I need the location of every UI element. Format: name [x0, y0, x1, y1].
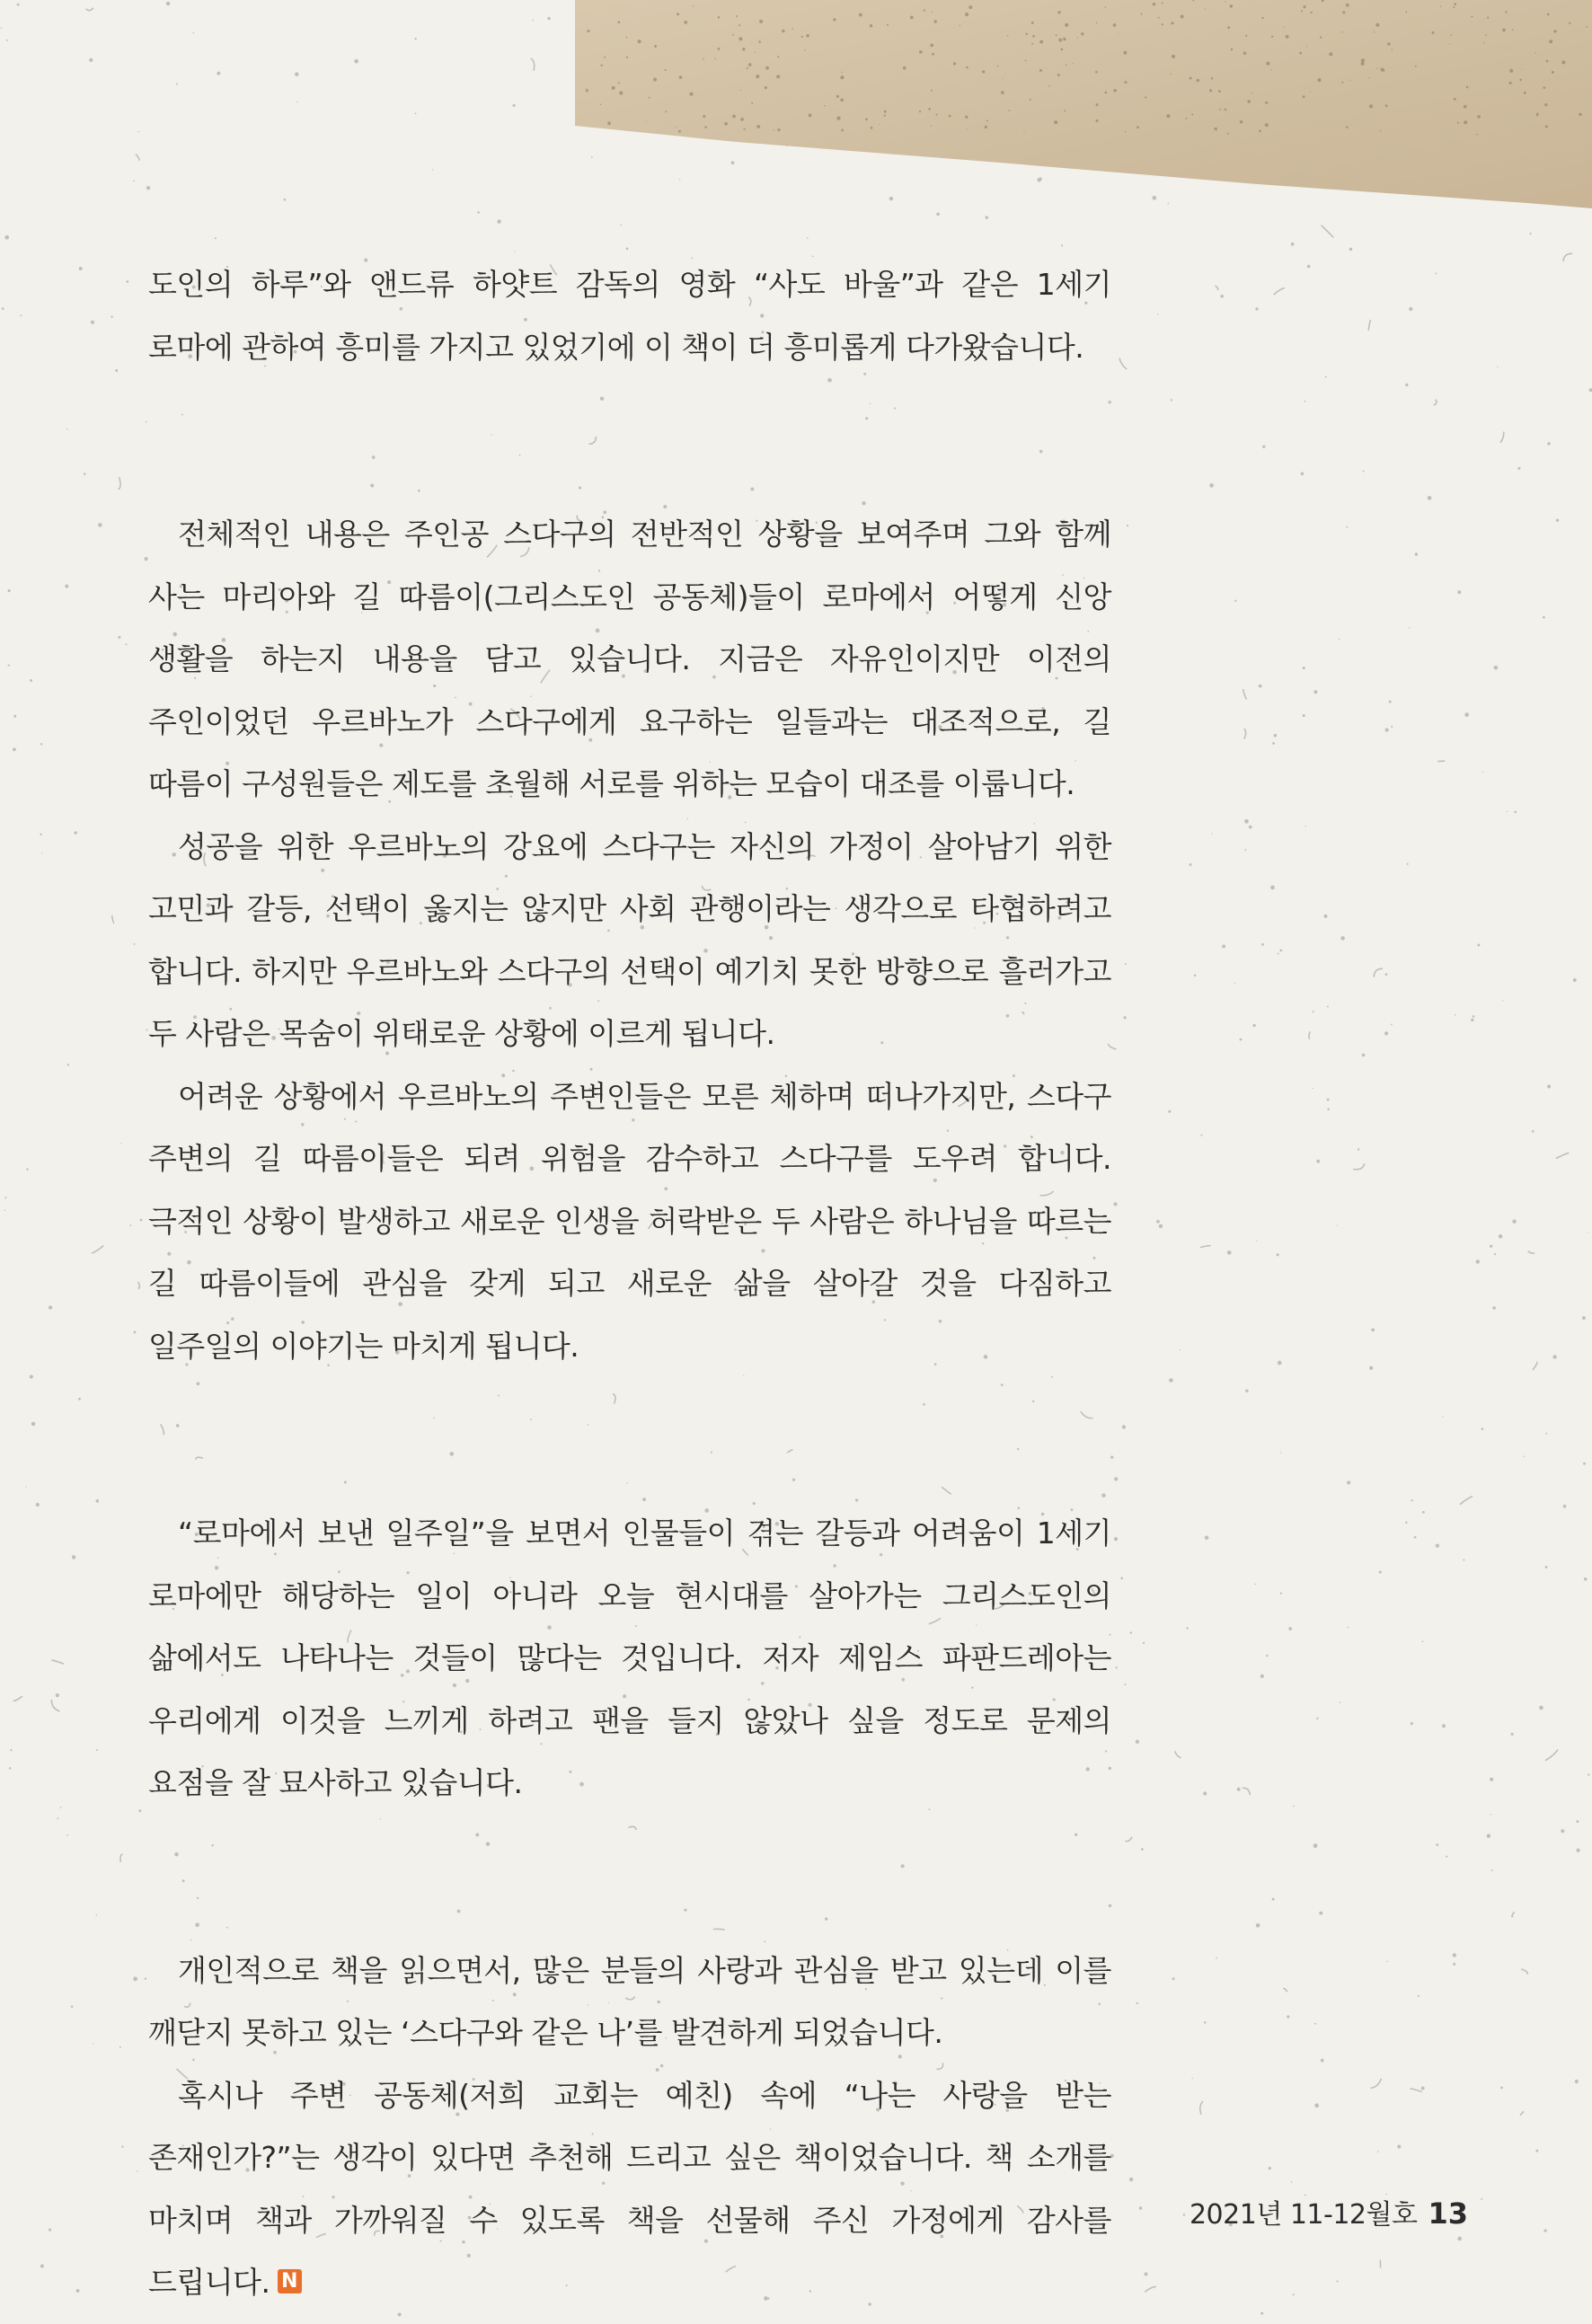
- paragraph-gap: [148, 378, 1111, 503]
- paragraph-2: 전체적인 내용은 주인공 스다구의 전반적인 상황을 보여주며 그와 함께 사는 마리아와 길 따름이(그리스도인 공동체)들이 로마에서 어떻게 신앙 생활을 하는지 내용을 담고 있습니다. 지금은 자유인이지만 이전의 주인이었던 우르바노가 스다구에게 요구하는 일들과는 대조적으로, 길 따름이 구성원들은 제도를 초월해 서로를 위하는 모습이 대조를 이룹니다.: [148, 517, 1111, 801]
- end-mark-icon: N: [278, 2269, 302, 2293]
- paragraph-1: 도인의 하루”와 앤드류 하얏트 감독의 영화 “사도 바울”과 같은 1세기 로마에 관하여 흥미를 가지고 있었기에 이 책이 더 흥미롭게 다가왔습니다.: [148, 267, 1111, 365]
- paragraph-5: “로마에서 보낸 일주일”을 보면서 인물들이 겪는 갈등과 어려움이 1세기 로마에만 해당하는 일이 아니라 오늘 현시대를 살아가는 그리스도인의 삶에서도 나타나는 것들이 많다는 것입니다. 저자 제임스 파판드레아는 우리에게 이것을 느끼게 하려고 팬을 들지 않았나 싶을 정도로 문제의 요점을 잘 묘사하고 있습니다.: [148, 1515, 1111, 1800]
- paragraph-7-text: 혹시나 주변 공동체(저희 교회는 예친) 속에 “나는 사랑을 받는 존재인가?”는 생각이 있다면 추천해 드리고 싶은 책이었습니다. 책 소개를 마치며 책과 가까워질 수 있도록 책을 선물해 주신 가정에게 감사를 드립니다.: [148, 2077, 1111, 2300]
- paragraph-gap: [148, 1815, 1111, 1940]
- tan-paper-strip: [0, 0, 1592, 216]
- paragraph-7: [148, 2064, 1111, 2314]
- paragraph-gap: [148, 1377, 1111, 1502]
- paragraph-3: 성공을 위한 우르바노의 강요에 스다구는 자신의 가정이 살아남기 위한 고민과 갈등, 선택이 옳지는 않지만 사회 관행이라는 생각으로 타협하려고 합니다. 하지만 우르바노와 스다구의 선택이 예기치 못한 방향으로 흘러가고 두 사람은 목숨이 위태로운 상황에 이르게 됩니다.: [148, 828, 1111, 1051]
- issue-label: 2021년 11-12월호: [1189, 2199, 1418, 2231]
- paragraph-4: 어려운 상황에서 우르바노의 주변인들은 모른 체하며 떠나가지만, 스다구 주변의 길 따름이들은 되려 위험을 감수하고 스다구를 도우려 합니다. 극적인 상황이 발생하고 새로운 인생을 허락받은 두 사람은 하나님을 따르는 길 따름이들에 관심을 갖게 되고 새로운 삶을 살아갈 것을 다짐하고 일주일의 이야기는 마치게 됩니다.: [148, 1078, 1111, 1364]
- article-body: [148, 253, 1111, 2314]
- page-footer: [1190, 2192, 1468, 2231]
- page-number: 13: [1428, 2196, 1468, 2231]
- paragraph-6: 개인적으로 책을 읽으면서, 많은 분들의 사랑과 관심을 받고 있는데 이를 깨닫지 못하고 있는 ‘스다구와 같은 나’를 발견하게 되었습니다.: [148, 1952, 1111, 2050]
